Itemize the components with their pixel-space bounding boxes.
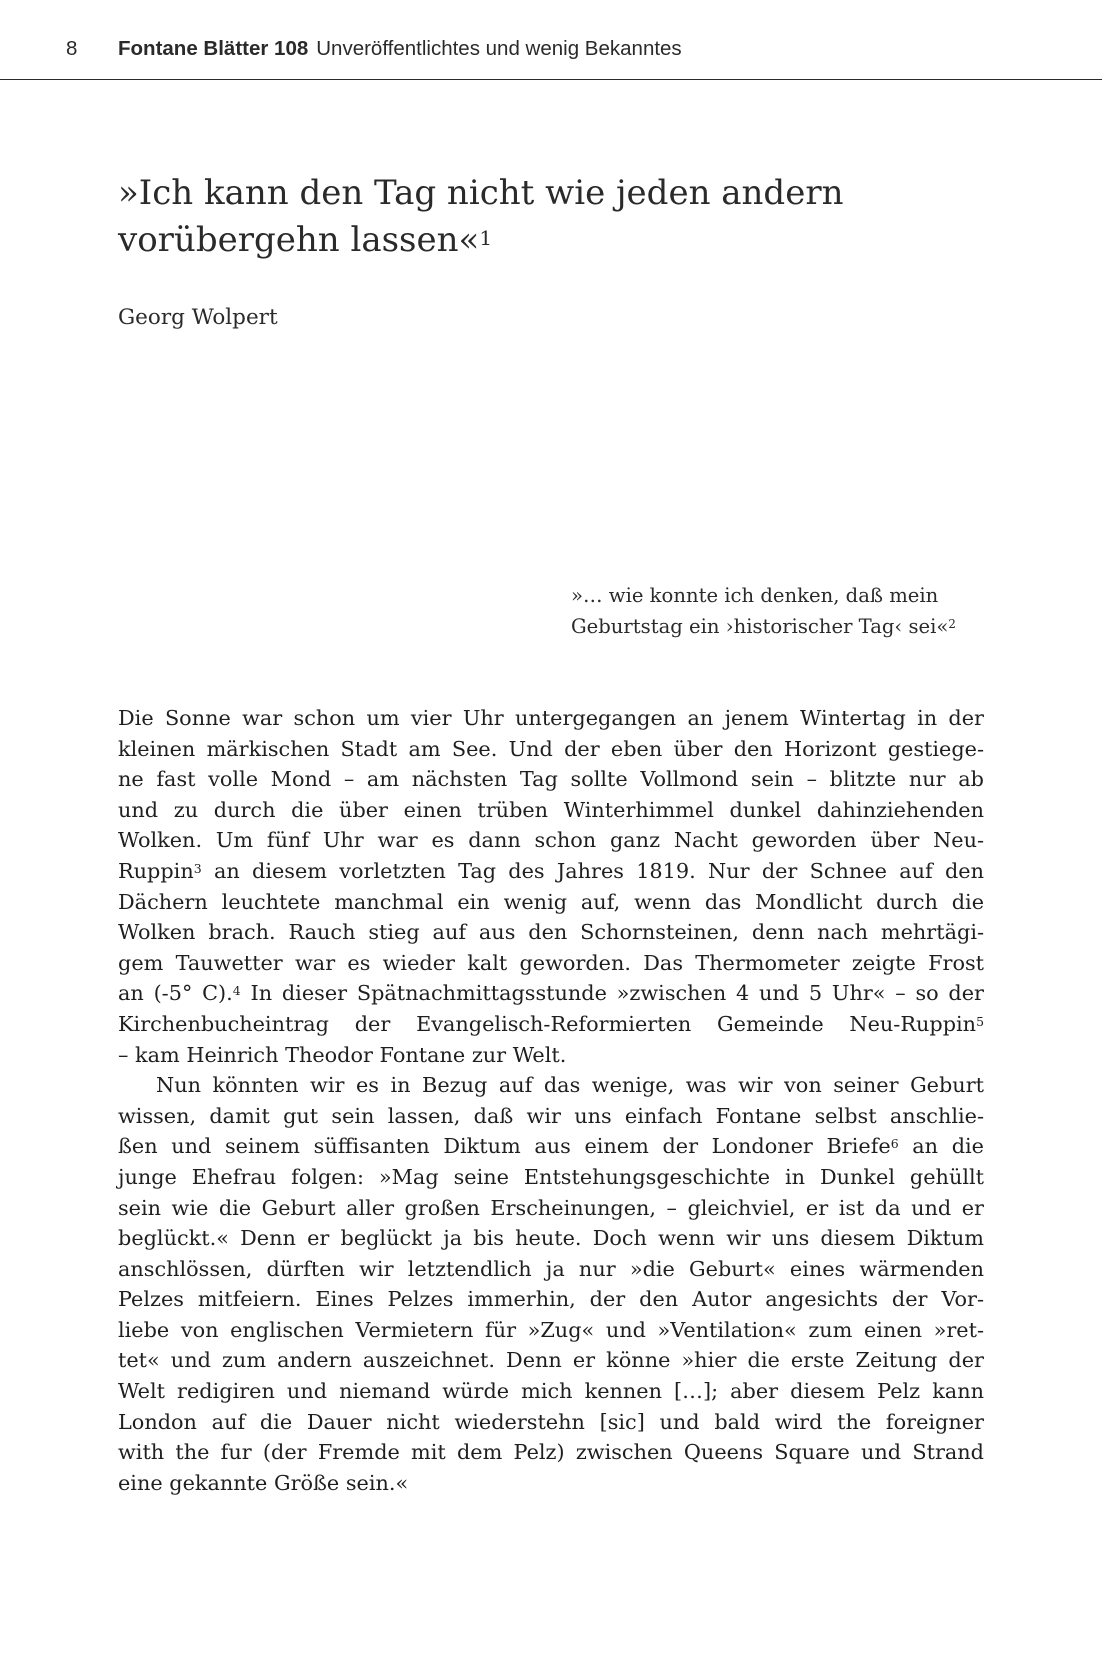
title-footnote-ref: 1 xyxy=(479,226,493,250)
body-line: Welt redigiren und niemand würde mich kennen […]; aber diesem Pelz kann xyxy=(118,1379,984,1404)
body-line: wissen, damit gut sein lassen, daß wir uns einfach Fontane selbst anschlie- xyxy=(118,1103,984,1128)
body-line xyxy=(118,1131,984,1162)
body-text xyxy=(118,703,984,1498)
epigraph-line-2: Geburtstag ein ›historischer Tag‹ sei« xyxy=(571,615,949,638)
body-line: sein wie die Geburt aller großen Erscheinungen, – gleichviel, er ist da und er xyxy=(118,1195,984,1220)
body-line: Wolken brach. Rauch stieg auf aus den Schornsteinen, denn nach mehrtägi- xyxy=(118,920,984,945)
body-line: Die Sonne war schon um vier Uhr untergegangen an jenem Wintertag in der xyxy=(118,706,984,730)
running-head xyxy=(0,0,1102,80)
footnote-ref: 6 xyxy=(890,1136,899,1152)
page-number: 8 xyxy=(66,37,78,60)
article-title xyxy=(118,170,998,264)
epigraph xyxy=(571,580,985,642)
body-line xyxy=(118,978,984,1009)
journal-line xyxy=(118,37,682,61)
journal-title: Fontane Blätter 108 xyxy=(118,37,309,60)
body-line: liebe von englischen Vermietern für »Zug« und »Ventilation« zum einen »ret- xyxy=(118,1317,984,1342)
body-text-span: ßen und seinem süffisanten Diktum aus einem der Londoner Briefe xyxy=(118,1134,891,1159)
body-text-span: Ruppin xyxy=(118,858,194,883)
body-text-span: an (-5° C). xyxy=(118,981,233,1006)
paragraph-2 xyxy=(118,1070,984,1498)
body-line: anschlössen, dürften wir letztendlich ja nur »die Geburt« eines wärmenden xyxy=(118,1256,984,1281)
body-text-span: In dieser Spätnachmittagsstunde »zwischen 4 und 5 Uhr« – so der xyxy=(240,981,984,1006)
body-line: tet« und zum andern auszeichnet. Denn er könne »hier die erste Zeitung der xyxy=(118,1348,984,1373)
author-name: Georg Wolpert xyxy=(118,305,278,330)
body-line: Wolken. Um fünf Uhr war es dann schon ganz Nacht geworden über Neu- xyxy=(118,828,984,853)
body-line: junge Ehefrau folgen: »Mag seine Entstehungsgeschichte in Dunkel gehüllt xyxy=(118,1164,984,1189)
body-line: Dächern leuchtete manchmal ein wenig auf, wenn das Mondlicht durch die xyxy=(118,889,984,914)
epigraph-line-1: »… wie konnte ich denken, daß mein xyxy=(571,584,939,607)
paragraph-1 xyxy=(118,703,984,1070)
body-line: beglückt.« Denn er beglückt ja bis heute. Doch wenn wir uns diesem Diktum xyxy=(118,1226,984,1251)
footnote-ref: 4 xyxy=(232,983,241,999)
body-text-span: an diesem vorletzten Tag des Jahres 1819. Nur der Schnee auf den xyxy=(201,858,984,883)
body-line: – kam Heinrich Theodor Fontane zur Welt. xyxy=(118,1042,567,1067)
body-line: ne fast volle Mond – am nächsten Tag sollte Vollmond sein – blitzte nur ab xyxy=(118,767,984,792)
section-title: Unveröffentlichtes und wenig Bekanntes xyxy=(316,37,682,60)
epigraph-footnote-ref: 2 xyxy=(948,617,956,631)
body-line xyxy=(118,856,984,887)
body-line: Pelzes mitfeiern. Eines Pelzes immerhin, der den Autor angesichts der Vor- xyxy=(118,1287,984,1312)
footnote-ref: 5 xyxy=(976,1013,984,1029)
body-line: und zu durch die über einen trüben Winterhimmel dunkel dahinziehenden xyxy=(118,797,984,822)
footnote-ref: 3 xyxy=(193,860,202,876)
body-line: gem Tauwetter war es wieder kalt geworden. Das Thermometer zeigte Frost xyxy=(118,950,984,975)
title-line-1: »Ich kann den Tag nicht wie jeden andern xyxy=(118,173,844,213)
body-text-span: an die xyxy=(898,1134,984,1159)
body-line: London auf die Dauer nicht wiederstehn [sic] und bald wird the foreigner xyxy=(118,1409,984,1434)
body-line: eine gekannte Größe sein.« xyxy=(118,1470,409,1495)
body-line xyxy=(118,1009,984,1040)
body-text-span: Kirchenbucheintrag der Evangelisch-Reformierten Gemeinde Neu-Ruppin xyxy=(118,1011,977,1036)
body-line: kleinen märkischen Stadt am See. Und der eben über den Horizont gestiege- xyxy=(118,736,984,761)
body-line: with the fur (der Fremde mit dem Pelz) zwischen Queens Square und Strand xyxy=(118,1440,984,1465)
body-line: Nun könnten wir es in Bezug auf das wenige, was wir von seiner Geburt xyxy=(156,1073,984,1098)
title-line-2: vorübergehn lassen« xyxy=(118,220,480,260)
